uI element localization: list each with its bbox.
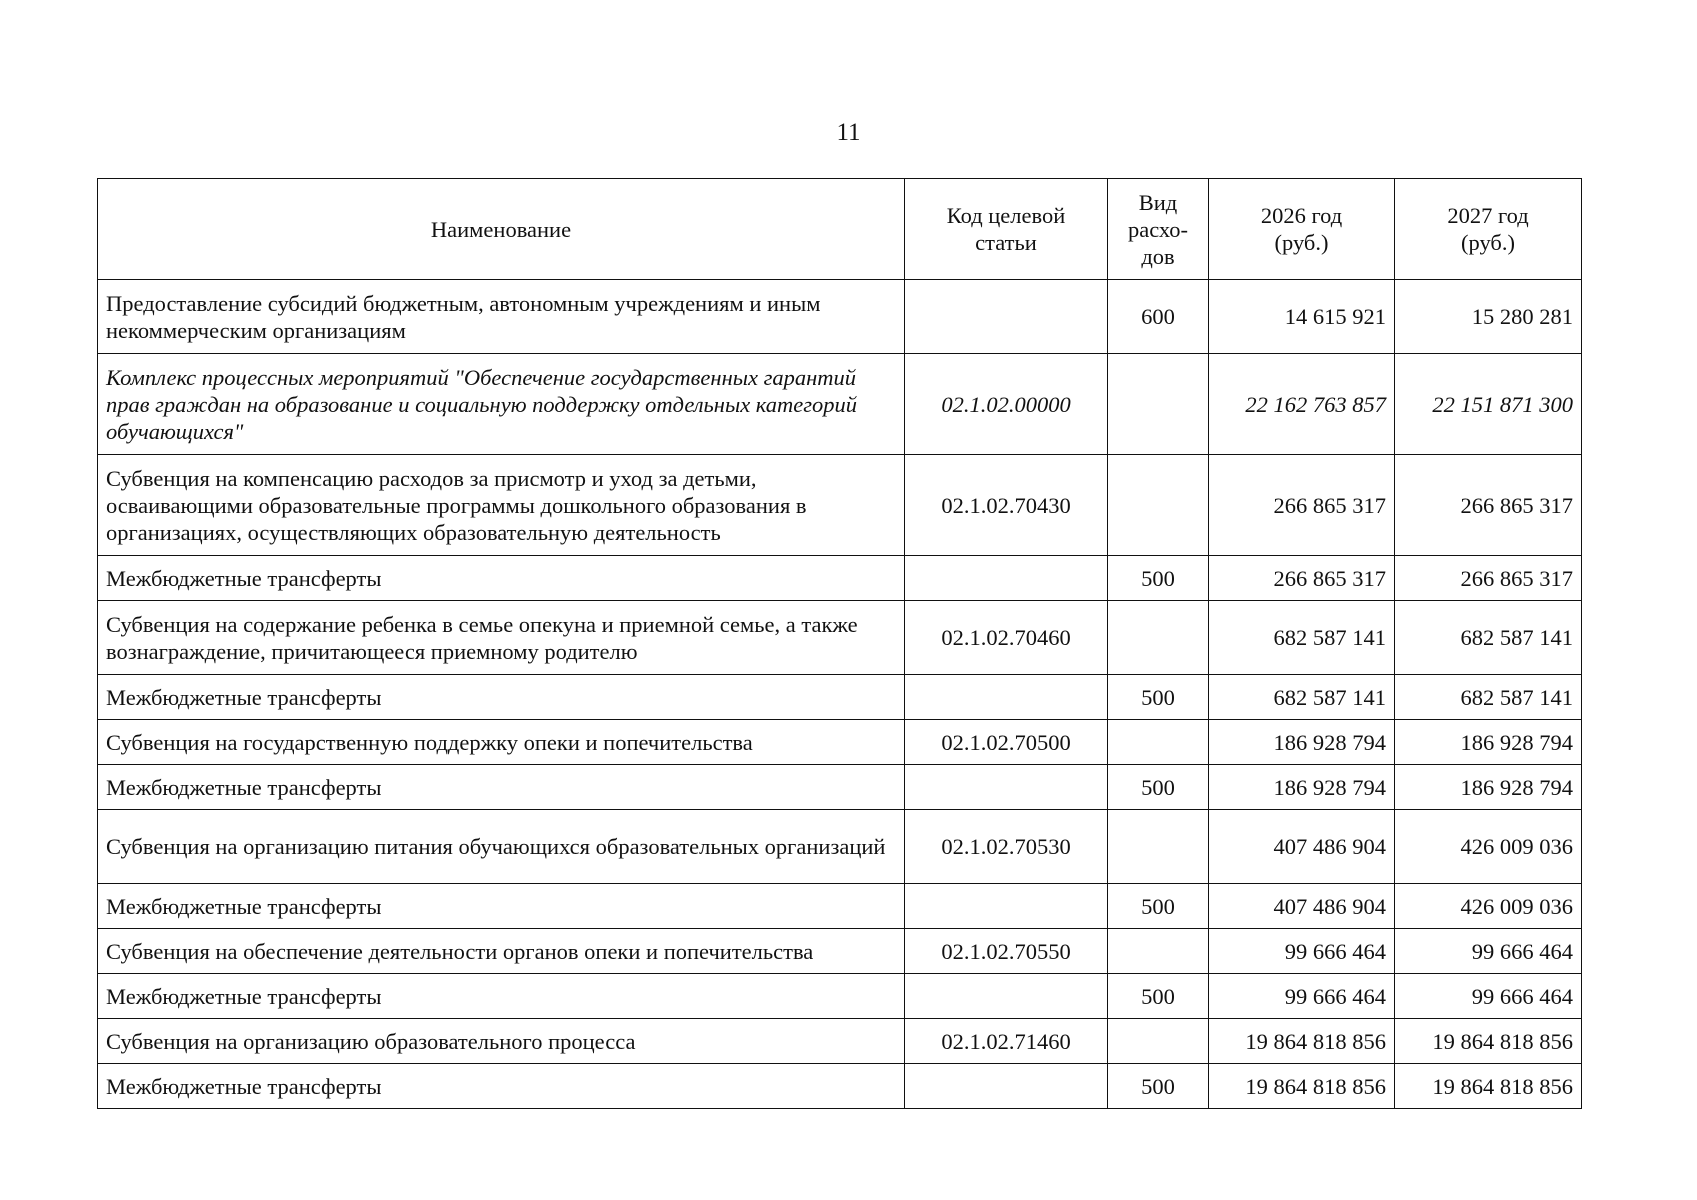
row-name: Межбюджетные трансферты	[98, 974, 905, 1019]
row-2026: 99 666 464	[1209, 929, 1395, 974]
row-name: Субвенция на государственную поддержку опеки и попечительства	[98, 720, 905, 765]
header-kind-line1: Вид	[1138, 189, 1178, 215]
header-2027-line2: (руб.)	[1461, 230, 1515, 255]
row-2027: 15 280 281	[1395, 280, 1582, 354]
row-2027: 99 666 464	[1395, 929, 1582, 974]
row-2027: 186 928 794	[1395, 765, 1582, 810]
table-row	[98, 884, 1582, 929]
row-2027: 266 865 317	[1395, 556, 1582, 601]
row-2027: 99 666 464	[1395, 974, 1582, 1019]
row-2027: 426 009 036	[1395, 884, 1582, 929]
row-code: 02.1.02.71460	[905, 1019, 1108, 1064]
table-row	[98, 1019, 1582, 1064]
row-2026: 682 587 141	[1209, 601, 1395, 675]
row-kind: 600	[1108, 280, 1209, 354]
row-code: 02.1.02.00000	[905, 354, 1108, 455]
row-code	[905, 765, 1108, 810]
row-code: 02.1.02.70460	[905, 601, 1108, 675]
row-kind	[1108, 810, 1209, 884]
table-row	[98, 556, 1582, 601]
table-row	[98, 455, 1582, 556]
row-2027: 266 865 317	[1395, 455, 1582, 556]
row-2027: 19 864 818 856	[1395, 1019, 1582, 1064]
row-2027: 22 151 871 300	[1395, 354, 1582, 455]
row-kind: 500	[1108, 765, 1209, 810]
row-2026: 407 486 904	[1209, 884, 1395, 929]
row-2026: 266 865 317	[1209, 455, 1395, 556]
row-2027: 426 009 036	[1395, 810, 1582, 884]
header-code	[905, 179, 1108, 280]
row-2026: 19 864 818 856	[1209, 1019, 1395, 1064]
row-name: Субвенция на компенсацию расходов за присмотр и уход за детьми, осваивающими образовательные программы дошкольного образования в организациях, осуществляющих образовательную деятельность	[98, 455, 905, 556]
row-name: Межбюджетные трансферты	[98, 884, 905, 929]
page-number: 11	[836, 119, 861, 146]
row-name: Межбюджетные трансферты	[98, 765, 905, 810]
row-2026: 266 865 317	[1209, 556, 1395, 601]
row-name: Межбюджетные трансферты	[98, 556, 905, 601]
header-kind-line2: расхо-	[1127, 216, 1189, 242]
row-2027: 682 587 141	[1395, 675, 1582, 720]
row-name: Межбюджетные трансферты	[98, 1064, 905, 1109]
row-2026: 682 587 141	[1209, 675, 1395, 720]
row-name: Субвенция на обеспечение деятельности органов опеки и попечительства	[98, 929, 905, 974]
row-2026: 186 928 794	[1209, 765, 1395, 810]
row-2026: 19 864 818 856	[1209, 1064, 1395, 1109]
row-kind: 500	[1108, 556, 1209, 601]
row-name: Межбюджетные трансферты	[98, 675, 905, 720]
row-code	[905, 675, 1108, 720]
row-code	[905, 1064, 1108, 1109]
table-row	[98, 929, 1582, 974]
budget-table	[97, 178, 1582, 1109]
header-2026-line2: (руб.)	[1274, 230, 1329, 255]
header-year-2027	[1395, 179, 1582, 280]
row-kind	[1108, 929, 1209, 974]
table-row	[98, 280, 1582, 354]
table-row	[98, 601, 1582, 675]
header-name	[98, 179, 905, 280]
row-2026: 407 486 904	[1209, 810, 1395, 884]
header-kind-line3: дов	[1141, 243, 1175, 269]
table-row	[98, 720, 1582, 765]
table-row	[98, 810, 1582, 884]
row-code	[905, 974, 1108, 1019]
row-kind	[1108, 455, 1209, 556]
row-code	[905, 280, 1108, 354]
row-2027: 682 587 141	[1395, 601, 1582, 675]
table-header-row	[98, 179, 1582, 280]
row-name: Комплекс процессных мероприятий "Обеспечение государственных гарантий прав граждан на образование и социальную поддержку отдельных категорий обучающихся"	[98, 354, 905, 455]
row-2026: 186 928 794	[1209, 720, 1395, 765]
row-name: Предоставление субсидий бюджетным, автономным учреждениям и иным некоммерческим организациям	[98, 280, 905, 354]
table-row	[98, 354, 1582, 455]
row-kind: 500	[1108, 675, 1209, 720]
table-row	[98, 765, 1582, 810]
row-code: 02.1.02.70430	[905, 455, 1108, 556]
row-code: 02.1.02.70530	[905, 810, 1108, 884]
table-row	[98, 675, 1582, 720]
row-code: 02.1.02.70550	[905, 929, 1108, 974]
header-year-2026	[1209, 179, 1395, 280]
header-code-line2: статьи	[975, 230, 1037, 255]
row-code: 02.1.02.70500	[905, 720, 1108, 765]
row-2027: 186 928 794	[1395, 720, 1582, 765]
row-code	[905, 884, 1108, 929]
row-name: Субвенция на организацию питания обучающихся образовательных организаций	[98, 810, 905, 884]
header-2026-line1: 2026 год	[1260, 203, 1343, 228]
row-kind	[1108, 720, 1209, 765]
row-kind	[1108, 354, 1209, 455]
row-name: Субвенция на организацию образовательного процесса	[98, 1019, 905, 1064]
row-2026: 99 666 464	[1209, 974, 1395, 1019]
row-2027: 19 864 818 856	[1395, 1064, 1582, 1109]
header-name-label: Наименование	[430, 216, 572, 242]
row-2026: 22 162 763 857	[1209, 354, 1395, 455]
table-row	[98, 1064, 1582, 1109]
row-2026: 14 615 921	[1209, 280, 1395, 354]
row-code	[905, 556, 1108, 601]
row-kind: 500	[1108, 1064, 1209, 1109]
header-kind	[1108, 179, 1209, 280]
row-kind: 500	[1108, 884, 1209, 929]
table-row	[98, 974, 1582, 1019]
row-kind: 500	[1108, 974, 1209, 1019]
header-2027-line1: 2027 год	[1447, 203, 1529, 228]
row-kind	[1108, 1019, 1209, 1064]
header-code-line1: Код целевой	[946, 203, 1066, 228]
row-kind	[1108, 601, 1209, 675]
row-name: Субвенция на содержание ребенка в семье опекуна и приемной семье, а также вознаграждение, причитающееся приемному родителю	[98, 601, 905, 675]
